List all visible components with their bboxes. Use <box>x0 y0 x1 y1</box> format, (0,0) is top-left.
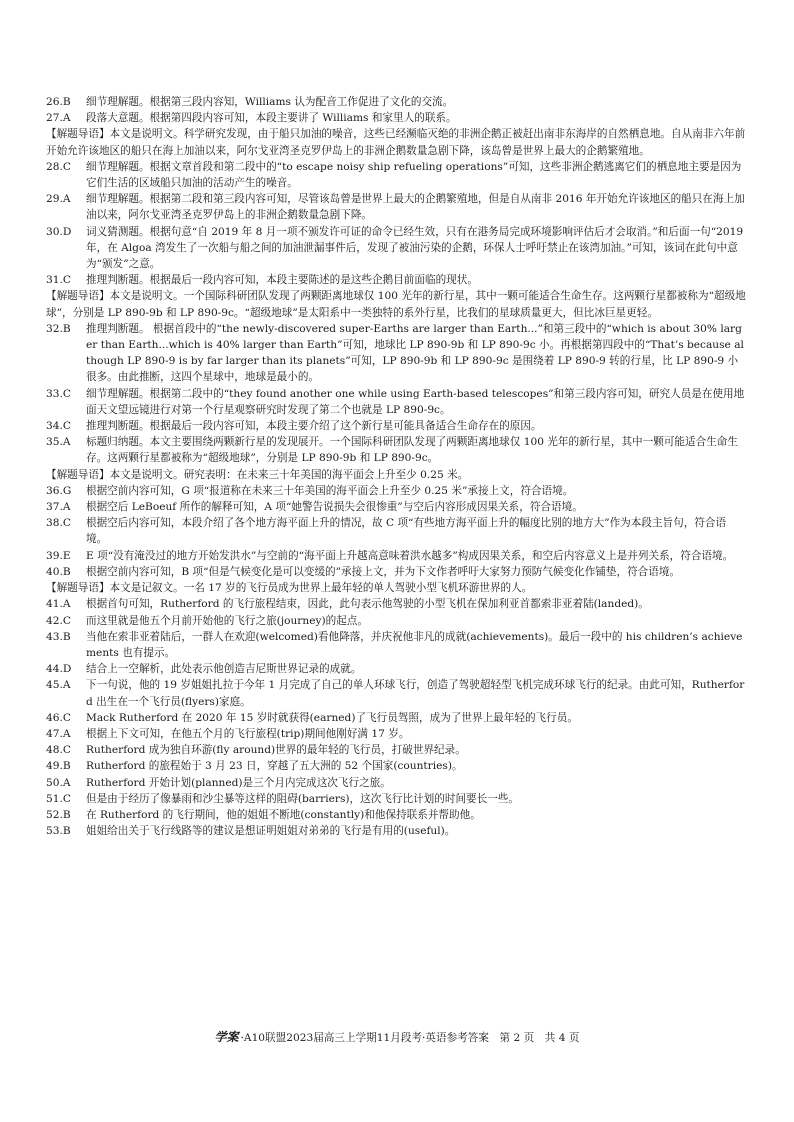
answer-number: 49.B <box>46 760 71 773</box>
answer-item <box>46 434 746 466</box>
answer-item <box>46 775 746 791</box>
answer-explanation: 而这里就是他五个月前开始他的飞行之旅(journey)的起点。 <box>86 614 368 627</box>
answer-number: 27.A <box>46 112 71 125</box>
answer-number: 34.C <box>46 420 71 433</box>
answer-explanation: 根据首句可知，Rutherford 的飞行旅程结束，因此，此句表示他驾驶的小型飞机在保加利亚首都索非亚着陆(landed)。 <box>86 598 649 611</box>
answer-item <box>46 564 746 580</box>
answer-explanation: 推理判断题。 根据首段中的“the newly-discovered super-Earths are larger than Earth...”和第三段中的“which is about 30% larger than Earth...which is 40% larger than Earth”可知，地球比 LP 890-9b 和 LP 890-9c 小。再根据第四段中的“That’s because although LP 890-9 is by far larger than its planets”可知，LP 890-9b 和 LP 890-9c 是围绕着 LP 890-9 转的行星，比 LP 890-9 小很多。由此推断，这四个星球中，地球是最小的。 <box>86 322 744 384</box>
answer-item <box>46 661 746 677</box>
answer-item <box>46 110 746 126</box>
answer-number: 36.G <box>46 484 72 497</box>
answer-explanation: 标题归纳题。本文主要围绕两颗新行星的发现展开。一个国际科研团队发现了两颗距离地球仅 100 光年的新行星，其中一颗可能适合生命生存。这两颗行星都被称为“超级地球”，分别是 LP 890-9b 和 LP 890-9c。 <box>86 436 738 465</box>
answer-number: 43.B <box>46 630 71 643</box>
answer-explanation: 根据空前内容可知，G 项“报道称在未来三十年美国的海平面会上升至少 0.25 米”承接上文，符合语境。 <box>86 484 574 497</box>
answer-item <box>46 613 746 629</box>
answer-explanation: 推理判断题。根据最后一段内容可知，本段主要介绍了这个新行星可能具备适合生命存在的原因。 <box>86 420 542 433</box>
answer-explanation: 细节理解题。根据第三段内容知，Williams 认为配音工作促进了文化的交流。 <box>86 96 454 108</box>
answer-item <box>46 791 746 807</box>
answer-item <box>46 191 746 223</box>
answer-explanation: 当他在索非亚着陆后，一群人在欢迎(welcomed)看他降落，并庆祝他非凡的成就(achievements)。最后一段中的 his children’s achievements 也有提示。 <box>86 630 743 659</box>
answer-item <box>46 596 746 612</box>
answer-item <box>46 321 746 386</box>
answer-explanation: 根据空后内容可知，本段介绍了各个地方海平面上升的情况，故 C 项“有些地方海平面上升的幅度比别的地方大”作为本段主旨句，符合语境。 <box>86 517 727 546</box>
answer-item <box>46 159 746 191</box>
answer-number: 47.A <box>46 727 71 740</box>
answer-item <box>46 710 746 726</box>
answer-explanation: 推理判断题。根据最后一段内容可知，本段主要陈述的是这些企鹅目前面临的现状。 <box>86 274 478 287</box>
answer-number: 48.C <box>46 744 71 757</box>
answer-explanation: 段落大意题。根据第四段内容可知，本段主要讲了 Williams 和家里人的联系。 <box>86 112 457 125</box>
answer-number: 31.C <box>46 274 71 287</box>
answer-number: 50.A <box>46 776 71 789</box>
answer-explanation: E 项“没有淹没过的地方开始发洪水”与空前的“海平面上升越高意味着洪水越多”构成因果关系，和空后内容意义上是并列关系，符合语境。 <box>86 549 734 562</box>
answer-item <box>46 823 746 839</box>
answer-explanation: Rutherford 成为独自环游(fly around)世界的最年轻的飞行员，打破世界纪录。 <box>86 744 466 757</box>
answer-number: 45.A <box>46 679 71 692</box>
answer-explanation: 词义猜测题。根据句意“自 2019 年 8 月一项不颁发许可证的命令已经生效，只有在港务局完成环境影响评估后才会取消。”和后面一句“2019 年，在 Algoa 湾发生了一次船与船之间的加油泄漏事件后，发现了被油污染的企鹅，环保人士呼吁禁止在该湾加油。”可知，该词在此句中意为“颁发”之意。 <box>86 225 744 271</box>
passage-guide: 【解题导语】本文是说明文。一个国际科研团队发现了两颗距离地球仅 100 光年的新行星，其中一颗可能适合生命生存。这两颗行星都被称为“超级地球”，分别是 LP 890-9b 和 LP 890-9c。“超级地球”是太阳系中一类独特的系外行星，比我们的星球质量更大，但比冰巨星更轻。 <box>46 290 746 319</box>
answer-number: 35.A <box>46 436 71 449</box>
footer-text: ·A10联盟2023届高三上学期11月段考·英语参考答案 第 2 页 共 4 页 <box>240 1032 580 1044</box>
answer-item <box>46 224 746 273</box>
answer-number: 52.B <box>46 808 71 821</box>
answer-item <box>46 94 746 110</box>
answer-item <box>46 629 746 661</box>
answer-item <box>46 807 746 823</box>
answer-number: 26.B <box>46 96 71 108</box>
answer-item <box>46 499 746 515</box>
answer-item <box>46 386 746 418</box>
answer-explanation: Mack Rutherford 在 2020 年 15 岁时就获得(earned)了飞行员驾照，成为了世界上最年轻的飞行员。 <box>86 711 578 724</box>
passage-guide: 【解题导语】本文是记叙文。一名 17 岁的飞行员成为世界上最年轻的单人驾驶小型飞机环游世界的人。 <box>46 582 533 595</box>
answer-number: 39.E <box>46 549 71 562</box>
publisher-logo: 学案 <box>214 1030 239 1044</box>
answer-explanation: 但是由于经历了像暴雨和沙尘暴等这样的阻碍(barriers)，这次飞行比计划的时间要长一些。 <box>86 792 520 805</box>
page-footer <box>0 1030 794 1045</box>
answer-number: 37.A <box>46 501 71 514</box>
answer-item <box>46 483 746 499</box>
answer-explanation: 根据空后 LeBoeuf 所作的解释可知，A 项“她警告说损失会很惨重”与空后内容形成因果关系，符合语境。 <box>86 501 583 514</box>
passage-guide: 【解题导语】本文是说明文。科学研究发现，由于船只加油的噪音，这些已经濒临灭绝的非洲企鹅正被赶出南非东海岸的自然栖息地。自从南非六年前开始允许该地区的船只在海上加油以来，阿尔戈亚湾圣克罗伊岛上的非洲企鹅数量急剧下降，该岛曾是世界上最大的企鹅繁殖地。 <box>46 128 746 157</box>
answer-number: 46.C <box>46 711 71 724</box>
answer-number: 42.C <box>46 614 71 627</box>
answer-number: 38.C <box>46 517 71 530</box>
answer-number: 53.B <box>46 825 71 838</box>
answer-explanation: 细节理解题。根据第二段和第三段内容可知，尽管该岛曾是世界上最大的企鹅繁殖地，但是自从南非 2016 年开始允许该地区的船只在海上加油以来，阿尔戈亚湾圣克罗伊岛上的非洲企鹅数量急剧下降。 <box>86 193 745 222</box>
answer-list <box>46 94 746 839</box>
answer-number: 44.D <box>46 663 72 676</box>
answer-explanation: 根据空前内容可知，B 项“但是气候变化是可以变缓的”承接上文，并为下文作者呼吁大家努力预防气候变化作铺垫，符合语境。 <box>86 565 681 578</box>
answer-explanation: 姐姐给出关于飞行线路等的建议是想证明姐姐对弟弟的飞行是有用的(useful)。 <box>86 825 456 838</box>
answer-explanation: 结合上一空解析，此处表示他创造吉尼斯世界记录的成就。 <box>86 663 362 676</box>
answer-item <box>46 272 746 288</box>
answer-explanation: Rutherford 开始计划(planned)是三个月内完成这次飞行之旅。 <box>86 776 391 789</box>
answer-explanation: 根据上下文可知，在他五个月的飞行旅程(trip)期间他刚好满 17 岁。 <box>86 727 410 740</box>
answer-item <box>46 758 746 774</box>
answer-number: 40.B <box>46 565 71 578</box>
answer-explanation: 在 Rutherford 的飞行期间，他的姐姐不断地(constantly)和他保持联系并帮助他。 <box>86 808 481 821</box>
answer-item <box>46 726 746 742</box>
answer-explanation: 下一句说，他的 19 岁姐姐扎拉于今年 1 月完成了自己的单人环球飞行，创造了驾驶超轻型飞机完成环球飞行的纪录。由此可知，Rutherford 出生在一个飞行员(flyers)家庭。 <box>86 679 745 708</box>
answer-explanation: 细节理解题。根据第二段中的“they found another one while using Earth-based telescopes”和第三段内容可知，研究人员是在使用地面天文望远镜进行对第一个行星观察研究时发现了第二个也就是 LP 890-9c。 <box>86 387 745 416</box>
answer-item <box>46 548 746 564</box>
answer-number: 33.C <box>46 387 71 400</box>
passage-guide: 【解题导语】本文是说明文。研究表明：在未来三十年美国的海平面会上升至少 0.25 米。 <box>46 468 469 481</box>
answer-number: 51.C <box>46 792 71 805</box>
answer-number: 41.A <box>46 598 71 611</box>
answer-item <box>46 515 746 547</box>
answer-number: 29.A <box>46 193 71 206</box>
answer-item <box>46 677 746 709</box>
answer-number: 32.B <box>46 322 71 335</box>
answer-number: 28.C <box>46 160 71 173</box>
answer-item <box>46 742 746 758</box>
answer-item <box>46 418 746 434</box>
answer-explanation: Rutherford 的旅程始于 3 月 23 日，穿越了五大洲的 52 个国家(countries)。 <box>86 760 463 773</box>
answer-number: 30.D <box>46 225 72 238</box>
answer-explanation: 细节理解题。根据文章首段和第二段中的“to escape noisy ship refueling operations”可知，这些非洲企鹅逃离它们的栖息地主要是因为它们生活的区域船只加油的活动产生的噪音。 <box>86 160 742 190</box>
